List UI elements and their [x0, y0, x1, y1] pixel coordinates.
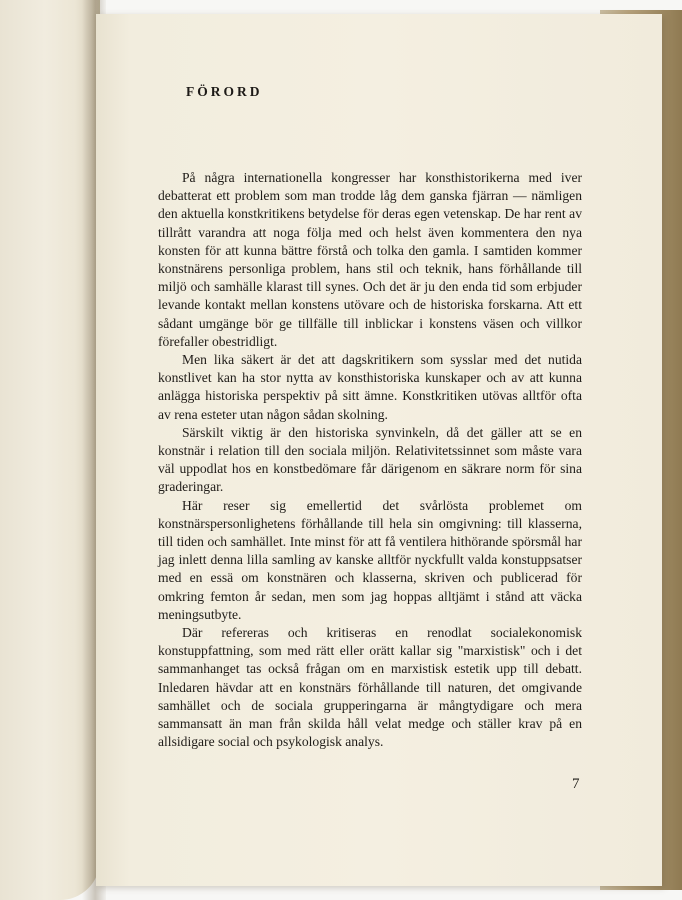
- paragraph: Där refereras och kritiseras en renodlat socialekonomisk konstuppfattning, som med rätt eller orätt kallar sig "marxistisk" och i det sammanhanget tas också frågan om en marxistisk estetik upp till debatt. Inledaren hävdar att en konstnärs förhållande till naturen, det omgivande samhället och de sociala grupperingarna är mångtydigare och mera sammansatt än man från skilda håll velat medge och ställer krav på en allsidigare social och psykologisk analys.: [158, 625, 582, 750]
- body-text: [158, 169, 582, 752]
- paragraph: Här reser sig emellertid det svårlösta problemet om konstnärspersonlighetens förhållande till hela sin omgivning: till klasserna, till tiden och samhället. Inte minst för att få ventilera hithörande spörsmål har jag inlett denna lilla samling av kanske alltför nyckfullt valda konstuppsatser med en essä om konstnären och klasserna, skriven och publicerad för omkring femton år sedan, men som jag hoppas alltjämt i stånd att väcka meningsutbyte.: [158, 497, 582, 622]
- page-heading: FÖRORD: [186, 84, 263, 99]
- paragraph: Särskilt viktig är den historiska synvinkeln, då det gäller att se en konstnär i relation till den sociala miljön. Relativitetssinnet som måste vara väl uppodlat hos en konstbedömare får därigenom en säkrare norm för sina graderingar.: [158, 424, 582, 495]
- paragraph: Men lika säkert är det att dagskritikern som sysslar med det nutida konstlivet kan ha stor nytta av konsthistoriska kunskaper och av att kunna anlägga historiska perspektiv på sitt ämne. Konstkritiken utövas alltför ofta av rena esteter utan någon sådan skolning.: [158, 352, 582, 422]
- paragraph: På några internationella kongresser har konsthistorikerna med iver debatterat ett problem som man trodde låg dem ganska fjärran — nämligen den aktuella konstkritikens betydelse för deras egen vetenskap. De har rent av tillrått varandra att noga följa med och helst även kommentera den nya konsten för att kunna bättre förstå och tolka den gamla. I samtiden kommer konstnärens personliga problem, hans stil och teknik, hans förhållande till miljö och samhälle klarast till synes. Och det är ju den enda tid som erbjuder levande kontakt mellan konstens utövare och de historiska forskarna. Att ett sådant umgänge bör ge tillfälle till inblickar i konstens väsen och villkor förefaller obestridligt.: [158, 170, 582, 349]
- page-number: 7: [572, 776, 580, 792]
- book-page: [96, 14, 662, 886]
